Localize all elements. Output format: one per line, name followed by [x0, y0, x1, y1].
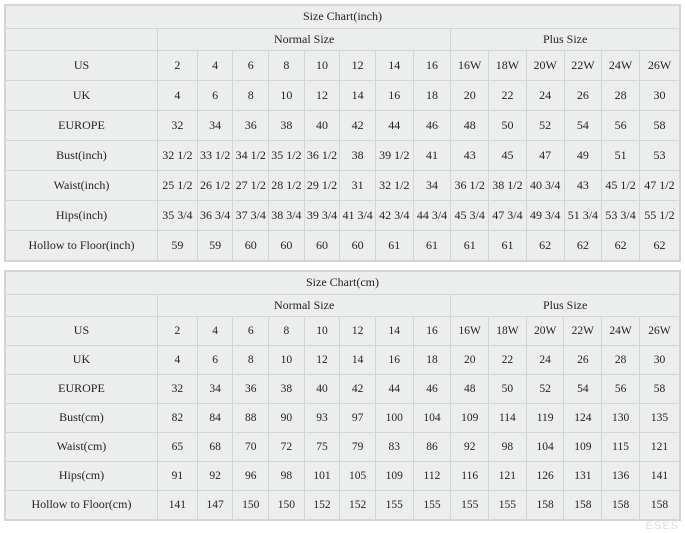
cell: 12: [340, 317, 376, 346]
cell: 91: [157, 462, 197, 491]
cell: 70: [233, 433, 269, 462]
cell: 39 3/4: [304, 201, 340, 231]
cell: 60: [269, 231, 305, 261]
cell: 27 1/2: [233, 171, 269, 201]
cell: 155: [375, 491, 413, 520]
chart-title: Size Chart(inch): [6, 6, 680, 29]
cell: 147: [197, 491, 233, 520]
cell: 150: [269, 491, 305, 520]
cell: 44: [375, 375, 413, 404]
cell: 32 1/2: [375, 171, 413, 201]
table-row: [6, 375, 680, 404]
cell: 20: [451, 81, 489, 111]
cell: 46: [413, 375, 451, 404]
cell: 4: [157, 346, 197, 375]
group-header-row: [6, 295, 680, 317]
cell: 158: [602, 491, 640, 520]
row-label: US: [6, 317, 158, 346]
cell: 33 1/2: [197, 141, 233, 171]
cell: 45 1/2: [602, 171, 640, 201]
cell: 26W: [639, 317, 679, 346]
cell: 84: [197, 404, 233, 433]
cell: 32: [157, 375, 197, 404]
cell: 8: [269, 317, 305, 346]
chart-title: Size Chart(cm): [6, 272, 680, 295]
cell: 4: [157, 81, 197, 111]
table-row: [6, 171, 680, 201]
cell: 30: [639, 81, 679, 111]
cell: 26: [564, 81, 602, 111]
cell: 42 3/4: [375, 201, 413, 231]
cell: 98: [489, 433, 527, 462]
cell: 59: [197, 231, 233, 261]
cell: 8: [269, 51, 305, 81]
cell: 72: [269, 433, 305, 462]
cell: 50: [489, 375, 527, 404]
cell: 150: [233, 491, 269, 520]
cell: 24W: [602, 317, 640, 346]
table-row: [6, 201, 680, 231]
cell: 59: [157, 231, 197, 261]
cell: 101: [304, 462, 340, 491]
cell: 24: [526, 81, 564, 111]
table-row: [6, 81, 680, 111]
cell: 58: [639, 375, 679, 404]
chart-title-row: [6, 272, 680, 295]
cell: 45: [489, 141, 527, 171]
cell: 2: [157, 51, 197, 81]
cell: 12: [340, 51, 376, 81]
cell: 97: [340, 404, 376, 433]
cell: 6: [197, 81, 233, 111]
cell: 34: [197, 111, 233, 141]
row-label: UK: [6, 346, 158, 375]
cell: 32: [157, 111, 197, 141]
cell: 6: [197, 346, 233, 375]
group-header-blank: [6, 29, 158, 51]
cell: 10: [304, 317, 340, 346]
cell: 60: [233, 231, 269, 261]
cell: 38: [269, 111, 305, 141]
size-chart-inch-table: [5, 5, 680, 261]
cell: 60: [340, 231, 376, 261]
cell: 42: [340, 375, 376, 404]
size-chart-cm-table: [5, 271, 680, 520]
table-row: [6, 317, 680, 346]
cell: 18W: [489, 317, 527, 346]
cell: 40 3/4: [526, 171, 564, 201]
cell: 96: [233, 462, 269, 491]
cell: 126: [526, 462, 564, 491]
row-label: Hips(cm): [6, 462, 158, 491]
cell: 55 1/2: [639, 201, 679, 231]
cell: 12: [304, 346, 340, 375]
cell: 20W: [526, 51, 564, 81]
row-label: EUROPE: [6, 375, 158, 404]
cell: 8: [233, 346, 269, 375]
size-chart-cm-block: [4, 270, 681, 521]
cell: 14: [375, 51, 413, 81]
cell: 24W: [602, 51, 640, 81]
cell: 42: [340, 111, 376, 141]
row-label: US: [6, 51, 158, 81]
cell: 24: [526, 346, 564, 375]
cell: 52: [526, 375, 564, 404]
cell: 54: [564, 375, 602, 404]
cell: 61: [375, 231, 413, 261]
cell: 48: [451, 111, 489, 141]
cell: 56: [602, 111, 640, 141]
watermark: ESES: [645, 520, 679, 532]
cell: 20W: [526, 317, 564, 346]
table-row: [6, 462, 680, 491]
cell: 12: [304, 81, 340, 111]
cell: 109: [451, 404, 489, 433]
cell: 34: [197, 375, 233, 404]
cell: 28: [602, 81, 640, 111]
row-label: Waist(cm): [6, 433, 158, 462]
cell: 38 3/4: [269, 201, 305, 231]
cell: 68: [197, 433, 233, 462]
cell: 29 1/2: [304, 171, 340, 201]
cell: 98: [269, 462, 305, 491]
cell: 41 3/4: [340, 201, 376, 231]
table-row: [6, 111, 680, 141]
cell: 26: [564, 346, 602, 375]
cell: 14: [340, 346, 376, 375]
cell: 51: [602, 141, 640, 171]
cell: 141: [157, 491, 197, 520]
cell: 45 3/4: [451, 201, 489, 231]
cell: 16: [413, 51, 451, 81]
cell: 100: [375, 404, 413, 433]
row-label: UK: [6, 81, 158, 111]
cell: 40: [304, 111, 340, 141]
cell: 46: [413, 111, 451, 141]
size-chart-page: [0, 4, 685, 533]
cell: 8: [233, 81, 269, 111]
group-header-normal: Normal Size: [157, 295, 450, 317]
cell: 18W: [489, 51, 527, 81]
cell: 10: [304, 51, 340, 81]
cell: 30: [639, 346, 679, 375]
row-label: EUROPE: [6, 111, 158, 141]
table-row: [6, 346, 680, 375]
cell: 61: [451, 231, 489, 261]
cell: 83: [375, 433, 413, 462]
row-label: Hollow to Floor(inch): [6, 231, 158, 261]
cell: 121: [639, 433, 679, 462]
table-row: [6, 141, 680, 171]
cell: 49 3/4: [526, 201, 564, 231]
cell: 36 1/2: [304, 141, 340, 171]
table-row: [6, 433, 680, 462]
cell: 36: [233, 111, 269, 141]
cell: 43: [564, 171, 602, 201]
cell: 155: [413, 491, 451, 520]
cell: 28: [602, 346, 640, 375]
cell: 47: [526, 141, 564, 171]
cell: 62: [639, 231, 679, 261]
cell: 61: [413, 231, 451, 261]
cell: 62: [602, 231, 640, 261]
cell: 116: [451, 462, 489, 491]
cell: 16W: [451, 317, 489, 346]
cell: 14: [340, 81, 376, 111]
cell: 141: [639, 462, 679, 491]
chart-title-row: [6, 6, 680, 29]
cell: 48: [451, 375, 489, 404]
cell: 6: [233, 51, 269, 81]
cell: 36: [233, 375, 269, 404]
cell: 62: [526, 231, 564, 261]
row-label: Bust(cm): [6, 404, 158, 433]
cell: 38: [269, 375, 305, 404]
cell: 41: [413, 141, 451, 171]
cell: 152: [340, 491, 376, 520]
cell: 38 1/2: [489, 171, 527, 201]
cell: 26 1/2: [197, 171, 233, 201]
row-label: Bust(inch): [6, 141, 158, 171]
cell: 49: [564, 141, 602, 171]
cell: 65: [157, 433, 197, 462]
cell: 109: [375, 462, 413, 491]
cell: 82: [157, 404, 197, 433]
cell: 18: [413, 346, 451, 375]
cell: 121: [489, 462, 527, 491]
cell: 47 1/2: [639, 171, 679, 201]
cell: 34 1/2: [233, 141, 269, 171]
cell: 40: [304, 375, 340, 404]
cell: 28 1/2: [269, 171, 305, 201]
cell: 75: [304, 433, 340, 462]
cell: 35 3/4: [157, 201, 197, 231]
cell: 158: [639, 491, 679, 520]
cell: 22W: [564, 317, 602, 346]
cell: 61: [489, 231, 527, 261]
cell: 44 3/4: [413, 201, 451, 231]
cell: 53: [639, 141, 679, 171]
cell: 39 1/2: [375, 141, 413, 171]
cell: 4: [197, 317, 233, 346]
cell: 62: [564, 231, 602, 261]
group-header-plus: Plus Size: [451, 29, 680, 51]
cell: 135: [639, 404, 679, 433]
cell: 31: [340, 171, 376, 201]
cell: 51 3/4: [564, 201, 602, 231]
cell: 56: [602, 375, 640, 404]
cell: 50: [489, 111, 527, 141]
cell: 32 1/2: [157, 141, 197, 171]
cell: 22W: [564, 51, 602, 81]
cell: 26W: [639, 51, 679, 81]
cell: 4: [197, 51, 233, 81]
cell: 114: [489, 404, 527, 433]
cell: 104: [413, 404, 451, 433]
group-header-blank: [6, 295, 158, 317]
cell: 52: [526, 111, 564, 141]
table-row: [6, 404, 680, 433]
cell: 119: [526, 404, 564, 433]
cell: 16: [375, 346, 413, 375]
cell: 10: [269, 81, 305, 111]
cell: 158: [564, 491, 602, 520]
cell: 58: [639, 111, 679, 141]
cell: 155: [451, 491, 489, 520]
cell: 109: [564, 433, 602, 462]
cell: 22: [489, 346, 527, 375]
cell: 2: [157, 317, 197, 346]
table-row: [6, 491, 680, 520]
cell: 36 3/4: [197, 201, 233, 231]
table-row: [6, 231, 680, 261]
cell: 136: [602, 462, 640, 491]
cell: 36 1/2: [451, 171, 489, 201]
cell: 86: [413, 433, 451, 462]
cell: 6: [233, 317, 269, 346]
cell: 38: [340, 141, 376, 171]
cell: 20: [451, 346, 489, 375]
cell: 44: [375, 111, 413, 141]
cell: 93: [304, 404, 340, 433]
cell: 112: [413, 462, 451, 491]
cell: 16: [413, 317, 451, 346]
cell: 34: [413, 171, 451, 201]
cell: 79: [340, 433, 376, 462]
cell: 16W: [451, 51, 489, 81]
cell: 43: [451, 141, 489, 171]
cell: 47 3/4: [489, 201, 527, 231]
row-label: Waist(inch): [6, 171, 158, 201]
row-label: Hollow to Floor(cm): [6, 491, 158, 520]
group-header-normal: Normal Size: [157, 29, 450, 51]
cell: 10: [269, 346, 305, 375]
cell: 158: [526, 491, 564, 520]
cell: 152: [304, 491, 340, 520]
cell: 16: [375, 81, 413, 111]
cell: 35 1/2: [269, 141, 305, 171]
group-header-plus: Plus Size: [451, 295, 680, 317]
cell: 60: [304, 231, 340, 261]
cell: 54: [564, 111, 602, 141]
cell: 155: [489, 491, 527, 520]
table-row: [6, 51, 680, 81]
size-chart-inch-block: [4, 4, 681, 262]
cell: 22: [489, 81, 527, 111]
group-header-row: [6, 29, 680, 51]
cell: 14: [375, 317, 413, 346]
cell: 92: [451, 433, 489, 462]
cell: 53 3/4: [602, 201, 640, 231]
cell: 37 3/4: [233, 201, 269, 231]
cell: 18: [413, 81, 451, 111]
cell: 105: [340, 462, 376, 491]
cell: 88: [233, 404, 269, 433]
cell: 104: [526, 433, 564, 462]
cell: 115: [602, 433, 640, 462]
cell: 130: [602, 404, 640, 433]
cell: 131: [564, 462, 602, 491]
row-label: Hips(inch): [6, 201, 158, 231]
cell: 90: [269, 404, 305, 433]
cell: 124: [564, 404, 602, 433]
cell: 25 1/2: [157, 171, 197, 201]
cell: 92: [197, 462, 233, 491]
